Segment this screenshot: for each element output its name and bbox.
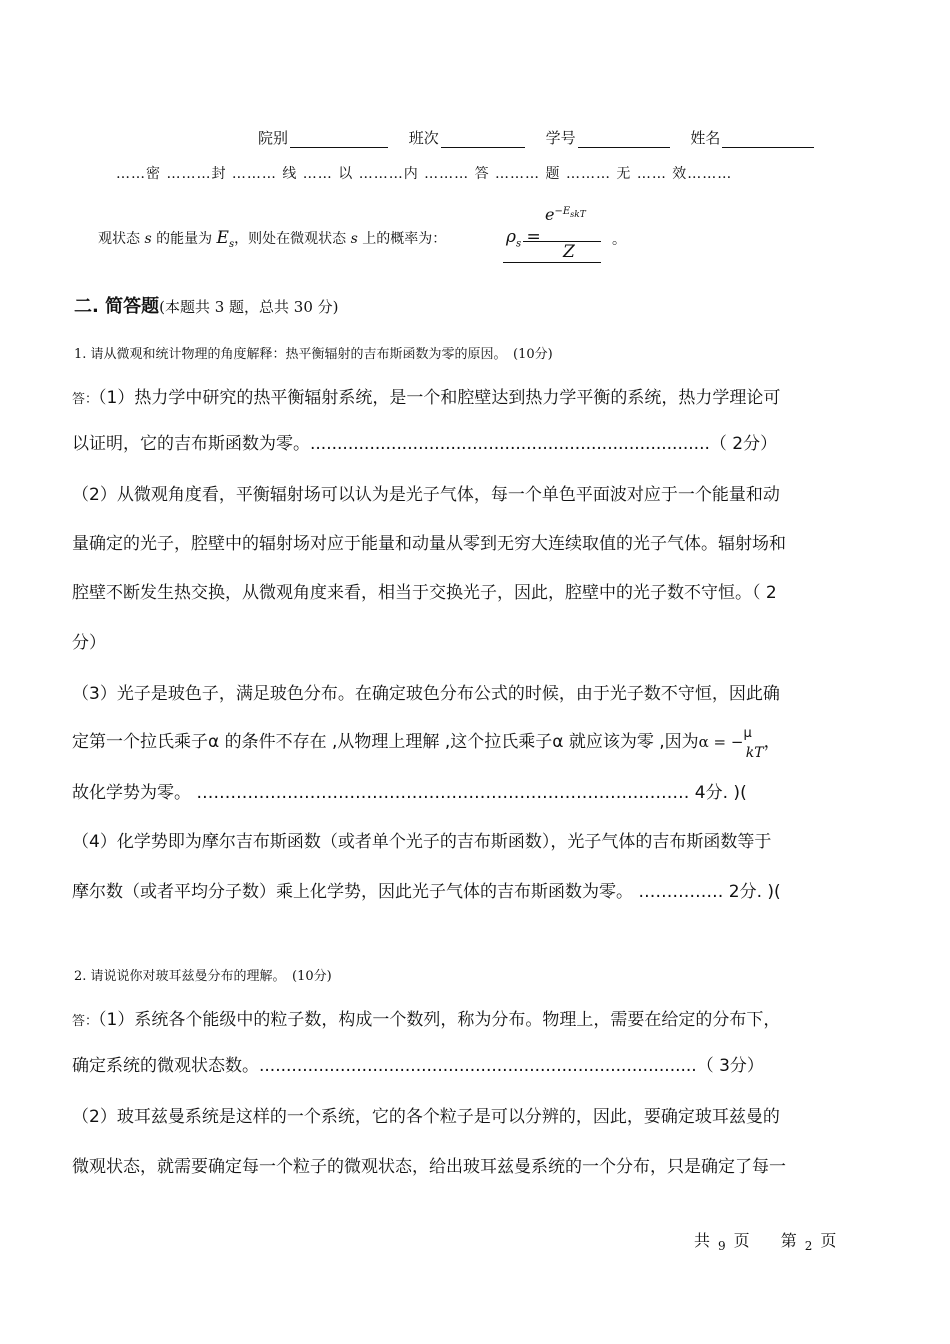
answer-line: 微观状态，就需要确定每一个粒子的微观状态，给出玻耳兹曼系统的一个分布，只是确定了每一 xyxy=(72,1157,786,1177)
period: 。 xyxy=(612,232,626,248)
var-s: s xyxy=(144,231,152,247)
answer-text: 定第一个拉氏乘子α 的条件不存在 ,从物理上理解 ,这个拉氏乘子α 就应该为零 ,因为 xyxy=(72,732,699,752)
answer-line xyxy=(72,1005,780,1030)
var-E: E xyxy=(216,228,229,248)
page-unit: 页 xyxy=(733,1231,750,1250)
answer-label: 答： xyxy=(72,392,99,407)
text: ，则处在微观状态 xyxy=(234,231,347,247)
underline xyxy=(503,262,601,263)
answer-line: 量确定的光子，腔壁中的辐射场对应于能量和动量从零到无穷大连续取值的光子气体。辐射场和 xyxy=(72,534,786,554)
college-field[interactable] xyxy=(290,131,388,148)
probability-sentence xyxy=(98,228,446,250)
alpha-formula: α = − xyxy=(698,733,744,751)
rho-symbol: $\rho_s$ = xyxy=(506,227,541,250)
answer-line: （4）化学势即为摩尔吉布斯函数（或者单个光子的吉布斯函数），光子气体的吉布斯函数等于 xyxy=(72,832,772,852)
fraction-bar xyxy=(523,241,601,242)
text: 的能量为 xyxy=(156,231,213,247)
question-2-prompt: 2. 请说说你对玻耳兹曼分布的理解。 (10分) xyxy=(74,969,332,984)
comma: ， xyxy=(763,732,781,752)
text: 上的概率为： xyxy=(362,231,447,247)
answer-line xyxy=(72,383,780,408)
answer-text: （1）系统各个能级中的粒子数，构成一个数列，称为分布。物理上，需要在给定的分布下， xyxy=(98,1010,781,1030)
kT-symbol: kT xyxy=(745,745,764,761)
answer-line: （3）光子是玻色子，满足玻色分布。在确定玻色分布公式的时候，由于光子数不守恒，因此确 xyxy=(72,684,780,704)
text: 观状态 xyxy=(98,231,140,247)
answer-line: 腔壁不断发生热交换，从微观角度来看，相当于交换光子，因此，腔壁中的光子数不守恒。（ 2 xyxy=(72,583,777,603)
college-label: 院别 xyxy=(258,129,289,147)
answer-line: 摩尔数（或者平均分子数）乘上化学势，因此光子气体的吉布斯函数为零。 …………… 2分. )( xyxy=(72,882,781,902)
class-field[interactable] xyxy=(441,131,525,148)
exam-header xyxy=(258,127,814,148)
answer-line: 确定系统的微观状态数。.................................................................................（ 3分） xyxy=(72,1056,764,1076)
total-label: 共 xyxy=(694,1231,711,1250)
section-note: (本题共 3 题，总共 30 分) xyxy=(159,298,339,316)
question-1-prompt: 1. 请从微观和统计物理的角度解释：热平衡辐射的吉布斯函数为零的原因。 (10分) xyxy=(74,347,553,362)
answer-label: 答： xyxy=(72,1014,99,1029)
answer-line xyxy=(72,726,781,761)
answer-line: 分） xyxy=(72,633,106,653)
student-id-field[interactable] xyxy=(578,131,670,148)
current-page: 2 xyxy=(804,1239,813,1253)
page-footer xyxy=(694,1228,836,1251)
var-E-subscript: s xyxy=(228,238,235,250)
class-label: 班次 xyxy=(408,129,439,147)
section-heading: 二. 简答题 xyxy=(74,296,160,317)
name-field[interactable] xyxy=(722,131,814,148)
current-label: 第 xyxy=(780,1231,797,1250)
student-id-label: 学号 xyxy=(545,129,576,147)
total-pages: 9 xyxy=(718,1239,726,1253)
answer-text: （1）热力学中研究的热平衡辐射系统，是一个和腔壁达到热力学平衡的系统，热力学理论可 xyxy=(98,388,781,408)
answer-line: 故化学势为零。 …………………………………………………………………………… 4分. )( xyxy=(72,783,747,803)
numerator: $e^{-E_{skT}}$ xyxy=(545,205,586,224)
name-label: 姓名 xyxy=(690,129,721,147)
seal-line: ……密 ………封 ……… 线 …… 以 ………内 ……… 答 ……… 题 ……… 无 …… 效……… xyxy=(116,166,733,182)
mu-symbol: μ xyxy=(743,726,752,741)
answer-line: （2）从微观角度看，平衡辐射场可以认为是光子气体，每一个单色平面波对应于一个能量和动 xyxy=(72,485,780,505)
answer-line: （2）玻耳兹曼系统是这样的一个系统，它的各个粒子是可以分辨的，因此，要确定玻耳兹曼的 xyxy=(72,1107,780,1127)
boltzmann-probability-formula xyxy=(503,205,603,263)
section-title xyxy=(74,292,339,318)
page-unit: 页 xyxy=(820,1231,837,1250)
answer-line: 以证明，它的吉布斯函数为零。..........................................................................（ 2分） xyxy=(72,434,778,454)
var-s: s xyxy=(350,231,358,247)
denominator: Z xyxy=(563,242,575,262)
